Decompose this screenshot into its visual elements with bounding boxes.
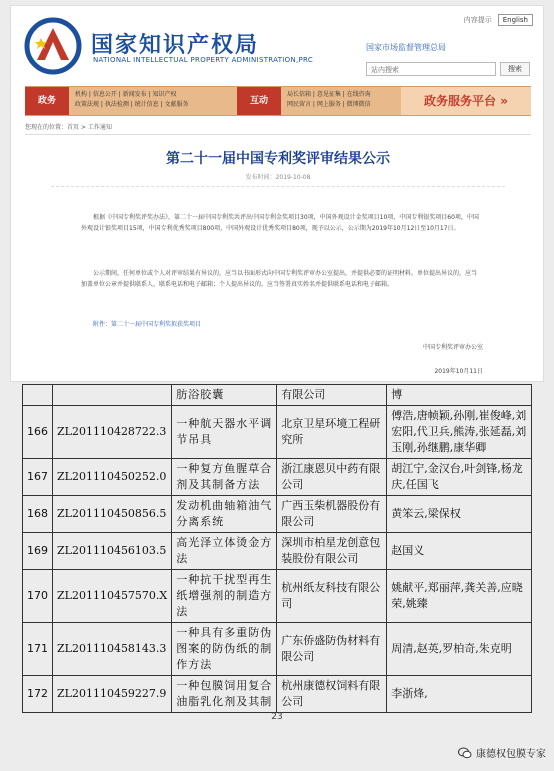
row-index: 167 bbox=[23, 459, 53, 496]
patent-name: 一种航天器水平调节吊具 bbox=[172, 406, 277, 459]
row-index: 171 bbox=[23, 623, 53, 676]
divider bbox=[25, 134, 531, 135]
patent-name: 一种具有多重防伪图案的防伪纸的制作方法 bbox=[172, 623, 277, 676]
table-cell: 有限公司 bbox=[277, 385, 387, 406]
page-number: 23 bbox=[271, 712, 283, 722]
service-platform-button[interactable]: 政务服务平台 » bbox=[401, 87, 531, 115]
logo-chinese-text: 国家知识产权局 bbox=[91, 32, 260, 58]
patent-number: ZL201110456103.5 bbox=[53, 533, 172, 570]
row-index: 166 bbox=[23, 406, 53, 459]
article-paragraph: 根据《中国专利奖评奖办法》，第二十一届中国专利奖共评出中国专利金奖项目30项，中国外观设计金奖项目10项，中国专利银奖项目60项，中国外观设计银奖项目15项，中国专利优秀奖项目800项，中国外观设计优秀奖项目80项，现予以公示，公示期为2019年10月12日至10月17日。 bbox=[81, 214, 479, 232]
table-row bbox=[23, 676, 532, 713]
website-screenshot bbox=[10, 5, 544, 382]
patent-number: ZL201110428722.3 bbox=[53, 406, 172, 459]
row-index: 170 bbox=[23, 570, 53, 623]
row-index: 172 bbox=[23, 676, 53, 713]
table-row bbox=[23, 406, 532, 459]
search-button[interactable]: 搜索 bbox=[500, 62, 530, 76]
main-nav bbox=[25, 86, 531, 116]
inventors: 黄笨云,梁保权 bbox=[387, 496, 532, 533]
publish-meta: 发布时间：2019-10-08 bbox=[245, 174, 311, 181]
watermark bbox=[458, 745, 546, 760]
patent-name: 发动机曲轴箱油气分离系统 bbox=[172, 496, 277, 533]
nav-zhengwu-links bbox=[75, 90, 189, 110]
inventors: 周清,赵英,罗柏奇,朱克明 bbox=[387, 623, 532, 676]
signature: 中国专利奖评审办公室 bbox=[422, 344, 483, 351]
samr-link[interactable]: 国家市场监督管理总局 bbox=[366, 43, 446, 52]
search-input[interactable]: 站内搜索 bbox=[366, 62, 496, 76]
nav-link-row[interactable]: 政策法规 | 执法检测 | 统计信息 | 文献服务 bbox=[75, 101, 189, 108]
patentee: 广东侨盛防伪材料有限公司 bbox=[277, 623, 387, 676]
table-cell: 博 bbox=[387, 385, 532, 406]
patent-name: 一种复方鱼腥草合剂及其制备方法 bbox=[172, 459, 277, 496]
nav-hudong[interactable]: 互动 bbox=[237, 87, 281, 115]
page-title: 第二十一届中国专利奖评审结果公示 bbox=[166, 151, 390, 167]
language-select[interactable]: English bbox=[498, 14, 533, 26]
table-row bbox=[23, 570, 532, 623]
signature-date: 2019年10月11日 bbox=[434, 368, 483, 375]
table-cell bbox=[23, 385, 53, 406]
award-table bbox=[22, 384, 532, 713]
table-row bbox=[23, 496, 532, 533]
patent-name: 一种抗干扰型再生纸增强剂的制造方法 bbox=[172, 570, 277, 623]
patent-number: ZL201110458143.3 bbox=[53, 623, 172, 676]
watermark-text: 康德权包膜专家 bbox=[476, 749, 546, 760]
article-paragraph: 公示期间，任何单位或个人对评审结果有异议的，应当以书面形式向中国专利奖评审办公室提出，并提供必要的证明材料。单位提出异议的，应当加盖单位公章并提供联系人、联系电话和电子邮箱；个人提出异议的，应当签署真实姓名并提供联系电话和电子邮箱。 bbox=[81, 270, 478, 288]
inventors: 赵国义 bbox=[387, 533, 532, 570]
row-index: 169 bbox=[23, 533, 53, 570]
wechat-icon bbox=[458, 747, 472, 759]
nav-link-row[interactable]: 机构 | 信息公开 | 新闻发布 | 知识产权 bbox=[75, 91, 177, 98]
inventors: 傅浩,唐帧颖,孙刚,崔俊峰,刘宏阳,代卫兵,熊涛,张延磊,刘玉刚,孙继鹏,康华卿 bbox=[387, 406, 532, 459]
patentee: 杭州康德权饲料有限公司 bbox=[277, 676, 387, 713]
inventors: 胡江宁,金汉台,叶剑锋,杨龙庆,任国飞 bbox=[387, 459, 532, 496]
divider bbox=[51, 186, 505, 187]
nav-link-row[interactable]: 网民留言 | 网上服务 | 微博微信 bbox=[287, 101, 371, 108]
nav-zhengwu[interactable]: 政务 bbox=[25, 87, 69, 115]
nav-link-row[interactable]: 局长信箱 | 意见征集 | 在线咨询 bbox=[287, 91, 371, 98]
patentee: 广西玉柴机器股份有限公司 bbox=[277, 496, 387, 533]
patent-number: ZL201110450252.0 bbox=[53, 459, 172, 496]
inventors: 李浙烽, bbox=[387, 676, 532, 713]
patent-number: ZL201110459227.9 bbox=[53, 676, 172, 713]
cnipa-logo-icon bbox=[23, 16, 83, 76]
patentee: 杭州纸友科技有限公司 bbox=[277, 570, 387, 623]
table-row bbox=[23, 533, 532, 570]
logo-english-text: NATIONAL INTELLECTUAL PROPERTY ADMINISTRATION,PRC bbox=[93, 56, 314, 64]
inventors: 姚献平,郑丽萍,龚关善,应晓荣,姚臻 bbox=[387, 570, 532, 623]
site-header bbox=[11, 6, 543, 96]
table-cell bbox=[53, 385, 172, 406]
nav-hudong-links bbox=[287, 90, 371, 110]
table-row bbox=[23, 459, 532, 496]
table-row bbox=[23, 623, 532, 676]
top-link[interactable]: 内容提示 bbox=[463, 16, 492, 24]
breadcrumb: 您现在的位置：首页 > 工作通知 bbox=[25, 124, 112, 131]
patent-name: 一种包膜饲用复合油脂乳化剂及其制 bbox=[172, 676, 277, 713]
top-links bbox=[464, 14, 533, 26]
attachment-link[interactable]: 附件：第二十一届中国专利奖拟获奖项目 bbox=[93, 321, 202, 328]
row-index: 168 bbox=[23, 496, 53, 533]
patent-number: ZL201110457570.X bbox=[53, 570, 172, 623]
table-row bbox=[23, 385, 532, 406]
patentee: 北京卫星环境工程研究所 bbox=[277, 406, 387, 459]
patent-name: 高光泽立体烫金方法 bbox=[172, 533, 277, 570]
patent-number: ZL201110450856.5 bbox=[53, 496, 172, 533]
patentee: 深圳市柏星龙创意包装股份有限公司 bbox=[277, 533, 387, 570]
patentee: 浙江康恩贝中药有限公司 bbox=[277, 459, 387, 496]
table-cell: 肪浴胶囊 bbox=[172, 385, 277, 406]
